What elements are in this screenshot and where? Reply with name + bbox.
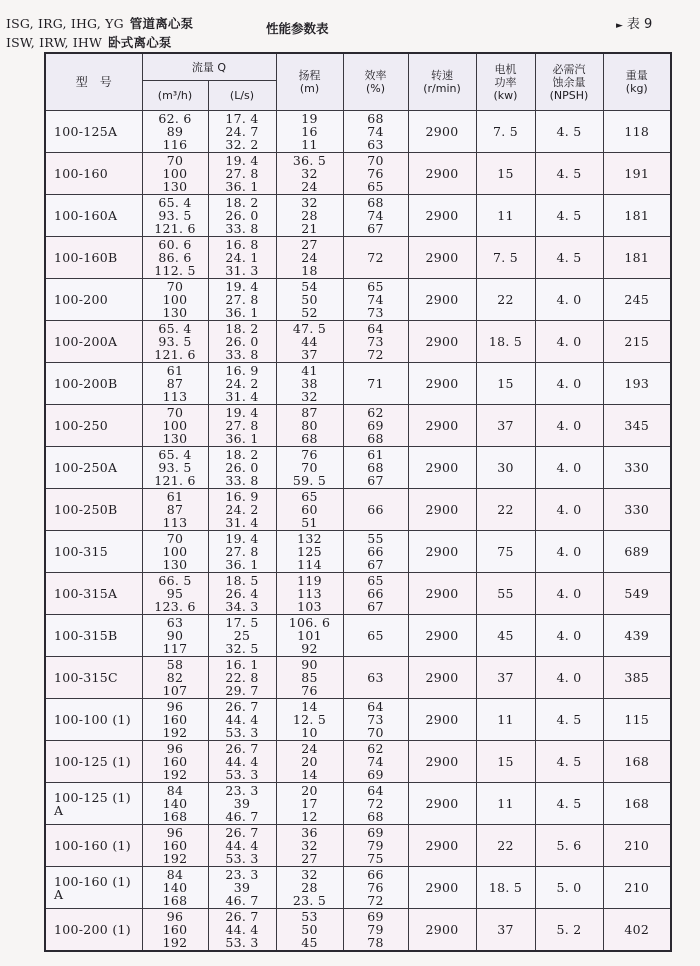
cell-motor-power: 18. 5 xyxy=(476,321,535,363)
cell-head: 24 20 14 xyxy=(276,741,343,783)
table-number xyxy=(616,13,652,32)
cell-flow-m3h: 65. 4 93. 5 121. 6 xyxy=(142,195,208,237)
page-title: 性能参数表 xyxy=(266,21,329,36)
cell-flow-m3h: 61 87 113 xyxy=(142,489,208,531)
cell-motor-power: 7. 5 xyxy=(476,237,535,279)
cell-model: 100-315C xyxy=(45,657,142,699)
cell-head: 106. 6 101 92 xyxy=(276,615,343,657)
page-header xyxy=(0,0,700,52)
cell-head: 132 125 114 xyxy=(276,531,343,573)
cell-efficiency: 65 66 67 xyxy=(343,573,408,615)
cell-npsh: 4. 0 xyxy=(535,405,603,447)
col-motor-power xyxy=(476,53,535,111)
cell-speed: 2900 xyxy=(408,111,476,153)
cell-flow-m3h: 62. 6 89 116 xyxy=(142,111,208,153)
col-weight-label: 重量 xyxy=(625,69,648,82)
col-motor-power-label-1: 电机 xyxy=(494,62,517,76)
cell-model: 100-200A xyxy=(45,321,142,363)
table-row xyxy=(45,363,671,405)
header-line-1-type: 管道离心泵 xyxy=(129,16,194,31)
cell-weight: 193 xyxy=(603,363,671,405)
cell-speed: 2900 xyxy=(408,363,476,405)
cell-flow-m3h: 96 160 192 xyxy=(142,741,208,783)
cell-efficiency: 62 74 69 xyxy=(343,741,408,783)
col-flow-ls: (L/s) xyxy=(208,81,276,111)
cell-motor-power: 11 xyxy=(476,195,535,237)
arrow-right-icon: ► xyxy=(616,21,623,31)
cell-head: 36. 5 32 24 xyxy=(276,153,343,195)
cell-model: 100-160 xyxy=(45,153,142,195)
table-number-label: 表 9 xyxy=(626,17,653,32)
cell-npsh: 4. 5 xyxy=(535,153,603,195)
cell-speed: 2900 xyxy=(408,615,476,657)
col-flow: 流量 Q xyxy=(142,53,276,81)
cell-model: 100-160 (1) A xyxy=(45,867,142,909)
cell-head: 53 50 45 xyxy=(276,909,343,951)
cell-motor-power: 45 xyxy=(476,615,535,657)
col-flow-m3h: (m³/h) xyxy=(142,81,208,111)
cell-speed: 2900 xyxy=(408,531,476,573)
cell-speed: 2900 xyxy=(408,867,476,909)
cell-npsh: 4. 5 xyxy=(535,699,603,741)
cell-flow-ls: 19. 4 27. 8 36. 1 xyxy=(208,153,276,195)
cell-head: 87 80 68 xyxy=(276,405,343,447)
cell-efficiency: 64 73 72 xyxy=(343,321,408,363)
table-row xyxy=(45,237,671,279)
table-row xyxy=(45,615,671,657)
cell-flow-ls: 16. 8 24. 1 31. 3 xyxy=(208,237,276,279)
cell-model: 100-315 xyxy=(45,531,142,573)
cell-model: 100-200 xyxy=(45,279,142,321)
col-speed xyxy=(408,53,476,111)
col-head-label: 扬程 xyxy=(298,69,321,82)
cell-head: 54 50 52 xyxy=(276,279,343,321)
col-efficiency-unit: (%) xyxy=(365,82,386,95)
cell-motor-power: 30 xyxy=(476,447,535,489)
cell-npsh: 4. 0 xyxy=(535,447,603,489)
cell-efficiency: 65 xyxy=(343,615,408,657)
col-npsh-label-2: 蚀余量 xyxy=(552,75,586,89)
header-line-2-models: ISW, IRW, IHW xyxy=(6,35,103,50)
cell-head: 65 60 51 xyxy=(276,489,343,531)
cell-head: 90 85 76 xyxy=(276,657,343,699)
cell-motor-power: 15 xyxy=(476,363,535,405)
cell-npsh: 5. 6 xyxy=(535,825,603,867)
cell-head: 27 24 18 xyxy=(276,237,343,279)
cell-flow-m3h: 70 100 130 xyxy=(142,279,208,321)
cell-head: 47. 5 44 37 xyxy=(276,321,343,363)
cell-flow-m3h: 63 90 117 xyxy=(142,615,208,657)
cell-flow-m3h: 96 160 192 xyxy=(142,909,208,951)
cell-npsh: 4. 0 xyxy=(535,363,603,405)
cell-flow-m3h: 96 160 192 xyxy=(142,699,208,741)
cell-motor-power: 22 xyxy=(476,279,535,321)
table-row xyxy=(45,321,671,363)
table-row xyxy=(45,279,671,321)
table-row xyxy=(45,153,671,195)
cell-efficiency: 69 79 78 xyxy=(343,909,408,951)
cell-flow-ls: 19. 4 27. 8 36. 1 xyxy=(208,405,276,447)
cell-model: 100-125 (1) xyxy=(45,741,142,783)
cell-speed: 2900 xyxy=(408,447,476,489)
col-head-unit: (m) xyxy=(299,82,320,95)
cell-npsh: 4. 5 xyxy=(535,741,603,783)
cell-flow-ls: 16. 1 22. 8 29. 7 xyxy=(208,657,276,699)
cell-motor-power: 37 xyxy=(476,405,535,447)
cell-weight: 210 xyxy=(603,867,671,909)
cell-efficiency: 62 69 68 xyxy=(343,405,408,447)
cell-flow-m3h: 70 100 130 xyxy=(142,531,208,573)
cell-speed: 2900 xyxy=(408,573,476,615)
table-row xyxy=(45,699,671,741)
cell-weight: 385 xyxy=(603,657,671,699)
cell-flow-ls: 18. 2 26. 0 33. 8 xyxy=(208,195,276,237)
performance-table xyxy=(44,52,672,952)
cell-model: 100-200 (1) xyxy=(45,909,142,951)
cell-flow-m3h: 70 100 130 xyxy=(142,153,208,195)
cell-flow-ls: 19. 4 27. 8 36. 1 xyxy=(208,279,276,321)
cell-efficiency: 66 xyxy=(343,489,408,531)
cell-efficiency: 68 74 63 xyxy=(343,111,408,153)
cell-flow-ls: 17. 5 25 32. 5 xyxy=(208,615,276,657)
cell-motor-power: 22 xyxy=(476,489,535,531)
cell-flow-ls: 26. 7 44. 4 53. 3 xyxy=(208,825,276,867)
cell-npsh: 4. 0 xyxy=(535,279,603,321)
col-efficiency-label: 效率 xyxy=(364,69,387,82)
cell-npsh: 4. 0 xyxy=(535,321,603,363)
cell-efficiency: 63 xyxy=(343,657,408,699)
header-line-1-models: ISG, IRG, IHG, YG xyxy=(6,16,124,31)
cell-model: 100-125A xyxy=(45,111,142,153)
table-row xyxy=(45,657,671,699)
cell-weight: 689 xyxy=(603,531,671,573)
cell-efficiency: 66 76 72 xyxy=(343,867,408,909)
cell-weight: 345 xyxy=(603,405,671,447)
cell-flow-ls: 26. 7 44. 4 53. 3 xyxy=(208,741,276,783)
cell-speed: 2900 xyxy=(408,321,476,363)
cell-npsh: 4. 5 xyxy=(535,111,603,153)
cell-flow-m3h: 58 82 107 xyxy=(142,657,208,699)
cell-weight: 439 xyxy=(603,615,671,657)
cell-model: 100-125 (1) A xyxy=(45,783,142,825)
col-weight-unit: (kg) xyxy=(625,82,648,95)
cell-flow-m3h: 61 87 113 xyxy=(142,363,208,405)
col-speed-label: 转速 xyxy=(431,69,453,82)
col-model: 型 号 xyxy=(45,53,142,111)
cell-efficiency: 64 73 70 xyxy=(343,699,408,741)
cell-model: 100-250A xyxy=(45,447,142,489)
col-npsh xyxy=(535,53,603,111)
cell-weight: 115 xyxy=(603,699,671,741)
table-body xyxy=(45,111,671,951)
col-head xyxy=(276,53,343,111)
table-row xyxy=(45,867,671,909)
cell-head: 14 12. 5 10 xyxy=(276,699,343,741)
cell-head: 119 113 103 xyxy=(276,573,343,615)
table-row xyxy=(45,489,671,531)
cell-weight: 402 xyxy=(603,909,671,951)
cell-weight: 245 xyxy=(603,279,671,321)
cell-model: 100-315A xyxy=(45,573,142,615)
col-motor-power-label-2: 功率 xyxy=(494,75,517,89)
cell-model: 100-200B xyxy=(45,363,142,405)
cell-npsh: 4. 0 xyxy=(535,657,603,699)
cell-speed: 2900 xyxy=(408,237,476,279)
header-line-2-type: 卧式离心泵 xyxy=(108,35,172,50)
cell-model: 100-160 (1) xyxy=(45,825,142,867)
cell-flow-ls: 23. 3 39 46. 7 xyxy=(208,783,276,825)
table-row xyxy=(45,111,671,153)
col-npsh-label-1: 必需汽 xyxy=(552,62,586,76)
cell-weight: 181 xyxy=(603,195,671,237)
cell-npsh: 4. 0 xyxy=(535,615,603,657)
cell-weight: 118 xyxy=(603,111,671,153)
cell-motor-power: 18. 5 xyxy=(476,867,535,909)
cell-flow-m3h: 65. 4 93. 5 121. 6 xyxy=(142,447,208,489)
cell-motor-power: 37 xyxy=(476,657,535,699)
cell-motor-power: 22 xyxy=(476,825,535,867)
cell-model: 100-160B xyxy=(45,237,142,279)
cell-model: 100-160A xyxy=(45,195,142,237)
cell-flow-m3h: 65. 4 93. 5 121. 6 xyxy=(142,321,208,363)
cell-motor-power: 15 xyxy=(476,153,535,195)
table-row xyxy=(45,825,671,867)
cell-model: 100-315B xyxy=(45,615,142,657)
header-line-2 xyxy=(6,33,172,51)
cell-flow-m3h: 84 140 168 xyxy=(142,783,208,825)
cell-weight: 549 xyxy=(603,573,671,615)
table-row xyxy=(45,405,671,447)
cell-efficiency: 68 74 67 xyxy=(343,195,408,237)
cell-head: 32 28 21 xyxy=(276,195,343,237)
cell-flow-ls: 26. 7 44. 4 53. 3 xyxy=(208,909,276,951)
cell-npsh: 4. 5 xyxy=(535,237,603,279)
cell-flow-m3h: 84 140 168 xyxy=(142,867,208,909)
cell-flow-m3h: 60. 6 86. 6 112. 5 xyxy=(142,237,208,279)
cell-efficiency: 70 76 65 xyxy=(343,153,408,195)
cell-speed: 2900 xyxy=(408,489,476,531)
cell-motor-power: 55 xyxy=(476,573,535,615)
table-row xyxy=(45,573,671,615)
col-speed-unit: (r/min) xyxy=(423,82,461,95)
table-row xyxy=(45,783,671,825)
cell-head: 19 16 11 xyxy=(276,111,343,153)
cell-flow-m3h: 70 100 130 xyxy=(142,405,208,447)
cell-speed: 2900 xyxy=(408,783,476,825)
cell-efficiency: 65 74 73 xyxy=(343,279,408,321)
table-header xyxy=(45,53,671,111)
cell-head: 76 70 59. 5 xyxy=(276,447,343,489)
cell-weight: 210 xyxy=(603,825,671,867)
cell-speed: 2900 xyxy=(408,153,476,195)
cell-motor-power: 15 xyxy=(476,741,535,783)
cell-efficiency: 69 79 75 xyxy=(343,825,408,867)
cell-motor-power: 75 xyxy=(476,531,535,573)
cell-flow-ls: 18. 5 26. 4 34. 3 xyxy=(208,573,276,615)
cell-flow-ls: 16. 9 24. 2 31. 4 xyxy=(208,489,276,531)
cell-speed: 2900 xyxy=(408,657,476,699)
cell-model: 100-250B xyxy=(45,489,142,531)
table-row xyxy=(45,741,671,783)
cell-efficiency: 64 72 68 xyxy=(343,783,408,825)
cell-efficiency: 61 68 67 xyxy=(343,447,408,489)
cell-npsh: 4. 5 xyxy=(535,783,603,825)
cell-speed: 2900 xyxy=(408,279,476,321)
table-row xyxy=(45,447,671,489)
cell-weight: 215 xyxy=(603,321,671,363)
cell-npsh: 4. 5 xyxy=(535,195,603,237)
cell-speed: 2900 xyxy=(408,405,476,447)
col-weight xyxy=(603,53,671,111)
cell-head: 20 17 12 xyxy=(276,783,343,825)
cell-speed: 2900 xyxy=(408,825,476,867)
col-npsh-unit: (NPSH) xyxy=(549,88,589,102)
cell-weight: 168 xyxy=(603,741,671,783)
col-motor-power-unit: (kw) xyxy=(493,88,518,102)
cell-flow-ls: 18. 2 26. 0 33. 8 xyxy=(208,321,276,363)
cell-flow-ls: 16. 9 24. 2 31. 4 xyxy=(208,363,276,405)
cell-flow-m3h: 96 160 192 xyxy=(142,825,208,867)
cell-model: 100-250 xyxy=(45,405,142,447)
cell-head: 32 28 23. 5 xyxy=(276,867,343,909)
cell-flow-ls: 26. 7 44. 4 53. 3 xyxy=(208,699,276,741)
cell-npsh: 5. 2 xyxy=(535,909,603,951)
table-row xyxy=(45,909,671,951)
col-efficiency xyxy=(343,53,408,111)
cell-head: 36 32 27 xyxy=(276,825,343,867)
cell-npsh: 4. 0 xyxy=(535,489,603,531)
cell-flow-ls: 18. 2 26. 0 33. 8 xyxy=(208,447,276,489)
cell-efficiency: 71 xyxy=(343,363,408,405)
cell-efficiency: 55 66 67 xyxy=(343,531,408,573)
cell-weight: 181 xyxy=(603,237,671,279)
cell-weight: 330 xyxy=(603,489,671,531)
cell-speed: 2900 xyxy=(408,909,476,951)
cell-motor-power: 37 xyxy=(476,909,535,951)
cell-model: 100-100 (1) xyxy=(45,699,142,741)
cell-flow-ls: 17. 4 24. 7 32. 2 xyxy=(208,111,276,153)
header-line-1 xyxy=(6,14,193,32)
cell-weight: 330 xyxy=(603,447,671,489)
cell-speed: 2900 xyxy=(408,699,476,741)
cell-npsh: 4. 0 xyxy=(535,531,603,573)
table-row xyxy=(45,531,671,573)
cell-motor-power: 11 xyxy=(476,783,535,825)
cell-flow-ls: 23. 3 39 46. 7 xyxy=(208,867,276,909)
cell-head: 41 38 32 xyxy=(276,363,343,405)
cell-weight: 168 xyxy=(603,783,671,825)
cell-npsh: 4. 0 xyxy=(535,573,603,615)
cell-motor-power: 7. 5 xyxy=(476,111,535,153)
cell-flow-m3h: 66. 5 95 123. 6 xyxy=(142,573,208,615)
cell-npsh: 5. 0 xyxy=(535,867,603,909)
cell-flow-ls: 19. 4 27. 8 36. 1 xyxy=(208,531,276,573)
cell-motor-power: 11 xyxy=(476,699,535,741)
cell-efficiency: 72 xyxy=(343,237,408,279)
table-row xyxy=(45,195,671,237)
cell-speed: 2900 xyxy=(408,195,476,237)
cell-speed: 2900 xyxy=(408,741,476,783)
cell-weight: 191 xyxy=(603,153,671,195)
